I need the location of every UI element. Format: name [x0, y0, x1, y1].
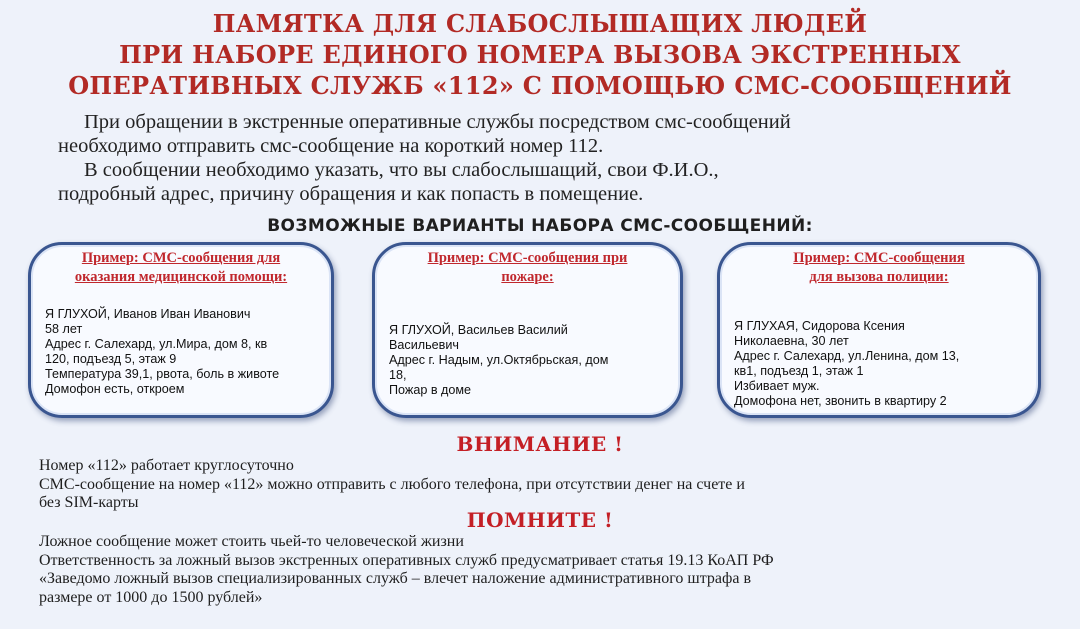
- page-title: [0, 8, 1080, 101]
- example-heading: [720, 249, 1038, 287]
- message-line: 18,: [389, 368, 407, 382]
- example-heading-line: Пример: СМС-сообщения при: [427, 250, 628, 266]
- message-line: Васильевич: [389, 338, 459, 352]
- example-message: [389, 323, 672, 398]
- title-line: ОПЕРАТИВНЫХ СЛУЖБ «112» С ПОМОЩЬЮ СМС-СООБЩЕНИЙ: [68, 71, 1012, 100]
- remember-line: Ложное сообщение может стоить чьей-то человеческой жизни: [39, 533, 464, 550]
- example-heading-line: для вызова полиции:: [809, 269, 949, 285]
- message-line: Температура 39,1, рвота, боль в животе: [45, 367, 280, 381]
- remember-line: Ответственность за ложный вызов экстренных оперативных служб предусматривает статья 19.13 КоАП РФ: [39, 551, 774, 569]
- example-card-police: [717, 242, 1041, 418]
- example-heading-line: Пример: СМС-сообщения для: [81, 250, 281, 266]
- title-line: ПАМЯТКА ДЛЯ СЛАБОСЛЫШАЩИХ ЛЮДЕЙ: [212, 9, 868, 38]
- attention-line: Номер «112» работает круглосуточно: [39, 457, 294, 474]
- attention-line: без SIM-карты: [39, 494, 139, 511]
- example-message: [734, 319, 1030, 409]
- intro-line: подробный адрес, причину обращения и как попасть в помещение.: [58, 183, 644, 205]
- example-heading: [375, 249, 680, 287]
- remember-line: «Заведомо ложный вызов специализированных служб – влечет наложение административного штрафа в: [39, 570, 752, 587]
- example-heading: [31, 249, 331, 287]
- example-heading-line: Пример: СМС-сообщения: [793, 250, 965, 266]
- remember-heading: ПОМНИТЕ !: [466, 508, 614, 532]
- example-heading-line: оказания медицинской помощи:: [74, 269, 288, 285]
- message-line: Я ГЛУХОЙ, Иванов Иван Иванович: [45, 307, 251, 321]
- remember-line: размере от 1000 до 1500 рублей»: [39, 588, 263, 606]
- message-line: Адрес г. Салехард, ул.Мира, дом 8, кв: [45, 337, 268, 351]
- attention-line: СМС-сообщение на номер «112» можно отправить с любого телефона, при отсутствии денег на счете и: [39, 475, 745, 493]
- attention-heading: ВНИМАНИЕ !: [456, 432, 624, 456]
- example-card-fire: [372, 242, 683, 418]
- intro-line: необходимо отправить смс-сообщение на короткий номер 112.: [58, 135, 604, 157]
- message-line: Я ГЛУХАЯ, Сидорова Ксения: [734, 319, 905, 333]
- message-line: Домофон есть, откроем: [45, 382, 185, 396]
- title-line: ПРИ НАБОРЕ ЕДИНОГО НОМЕРА ВЫЗОВА ЭКСТРЕННЫХ: [119, 40, 961, 69]
- message-line: Адрес г. Салехард, ул.Ленина, дом 13,: [734, 349, 960, 363]
- message-line: 58 лет: [45, 322, 83, 336]
- example-card-medical: [28, 242, 334, 418]
- message-line: Я ГЛУХОЙ, Васильев Василий: [389, 323, 568, 337]
- message-line: Домофона нет, звонить в квартиру 2: [734, 394, 947, 408]
- intro-line: При обращении в экстренные оперативные службы посредством смс-сообщений: [84, 111, 791, 133]
- message-line: Николаевна, 30 лет: [734, 334, 849, 348]
- intro-line: В сообщении необходимо указать, что вы слабослышащий, свои Ф.И.О.,: [84, 159, 719, 181]
- message-line: кв1, подъезд 1, этаж 1: [734, 364, 864, 378]
- example-heading-line: пожаре:: [501, 269, 554, 285]
- example-message: [45, 307, 323, 397]
- remember-notes: [39, 533, 1039, 607]
- message-line: Адрес г. Надым, ул.Октябрьская, дом: [389, 353, 609, 367]
- attention-notes: [39, 457, 1039, 513]
- message-line: 120, подъезд 5, этаж 9: [45, 352, 177, 366]
- message-line: Пожар в доме: [389, 383, 472, 397]
- message-line: Избивает муж.: [734, 379, 820, 393]
- intro-text: [58, 110, 1038, 206]
- variants-heading: ВОЗМОЖНЫЕ ВАРИАНТЫ НАБОРА СМС-СООБЩЕНИЙ:: [267, 216, 813, 236]
